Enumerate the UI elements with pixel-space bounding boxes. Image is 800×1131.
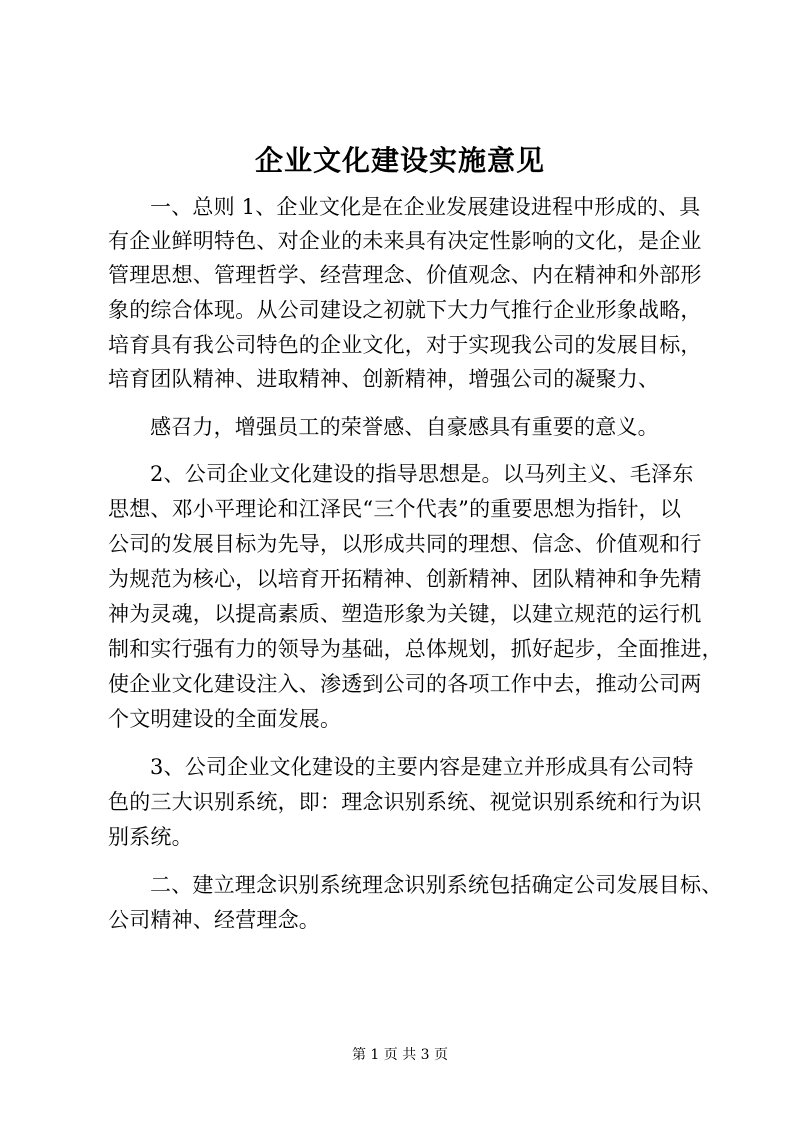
- paragraph-3-line-2: 思想、邓小平理论和江泽民“三个代表”的重要思想为指针，以: [108, 497, 682, 521]
- paragraph-1-line-5: 培育具有我公司特色的企业文化，对于实现我公司的发展目标，: [108, 333, 702, 357]
- paragraph-3-line-5: 神为灵魂，以提高素质、塑造形象为关键，以建立规范的运行机: [108, 602, 702, 626]
- paragraph-1-line-1: 一、总则 1、企业文化是在企业发展建设进程中形成的、具: [150, 195, 701, 219]
- paragraph-3-line-8: 个文明建设的全面发展。: [108, 707, 342, 731]
- paragraph-3-line-1: 2、公司企业文化建设的指导思想是。以马列主义、毛泽东: [150, 462, 694, 486]
- paragraph-5-line-2: 公司精神、经营理念。: [108, 908, 320, 932]
- paragraph-3-line-6: 制和实行强有力的领导为基础，总体规划，抓好起步，全面推进，: [108, 637, 723, 661]
- paragraph-1-line-6: 培育团队精神、进取精神、创新精神，增强公司的凝聚力、: [108, 367, 660, 391]
- paragraph-1-line-4: 象的综合体现。从公司建设之初就下大力气推行企业形象战略，: [108, 298, 702, 322]
- paragraph-3-line-4: 为规范为核心，以培育开拓精神、创新精神、团队精神和争先精: [108, 567, 702, 591]
- paragraph-1-line-3: 管理思想、管理哲学、经营理念、价值观念、内在精神和外部形: [108, 263, 702, 287]
- paragraph-1-line-2: 有企业鲜明特色、对企业的未来具有决定性影响的文化，是企业: [108, 229, 702, 253]
- paragraph-3-line-3: 公司的发展目标为先导，以形成共同的理想、信念、价值观和行: [108, 532, 702, 556]
- paragraph-2-line-1: 感召力，增强员工的荣誉感、自豪感具有重要的意义。: [150, 415, 659, 439]
- paragraph-4-line-2: 色的三大识别系统，即：理念识别系统、视觉识别系统和行为识: [108, 790, 702, 814]
- paragraph-3-line-7: 使企业文化建设注入、渗透到公司的各项工作中去，推动公司两: [108, 672, 702, 696]
- document-title: 企业文化建设实施意见: [254, 144, 545, 177]
- page-number-footer: 第 1 页 共 3 页: [351, 1047, 449, 1063]
- paragraph-5-line-1: 二、建立理念识别系统理念识别系统包括确定公司发展目标、: [150, 873, 723, 897]
- paragraph-4-line-3: 别系统。: [108, 825, 193, 849]
- paragraph-4-line-1: 3、公司企业文化建设的主要内容是建立并形成具有公司特: [150, 755, 694, 779]
